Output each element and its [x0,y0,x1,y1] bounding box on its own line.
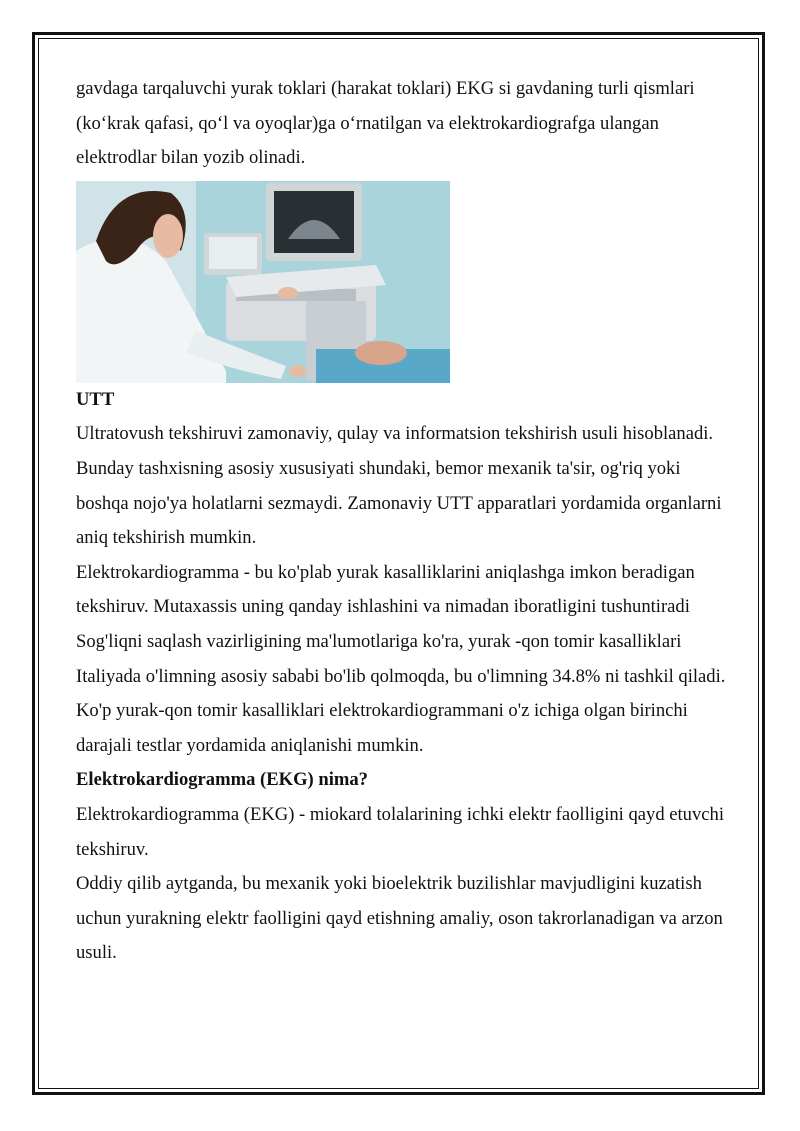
utt-paragraph-2: Elektrokardiogramma - bu ko'plab yurak kasalliklarini aniqlashga imkon beradigan tekshiruv. Mutaxassis uning qanday ishlashini va nimadan iboratligini tushuntiradi [76,561,695,618]
ekg-paragraph-1: Elektrokardiogramma (EKG) - miokard tolalarining ichki elektr faolligini qayd etuvchi tekshiruv. [76,803,724,860]
document-body [76,72,726,971]
ultrasound-exam-photo [76,181,450,383]
intro-paragraph: gavdaga tarqaluvchi yurak toklari (harakat toklari) EKG si gavdaning turli qismlari (ko‘krak qafasi, qo‘l va oyoqlar)ga o‘rnatilgan va elektrokardiografga ulangan elektrodlar bilan yozib olinadi. [76,78,695,169]
utt-heading: UTT [76,388,115,410]
ekg-heading: Elektrokardiogramma (EKG) nima? [76,769,368,791]
utt-paragraph-3: Sog'liqni saqlash vazirligining ma'lumotlariga ko'ra, yurak -qon tomir kasalliklari Italiyada o'limning asosiy sababi bo'lib qolmoqda, bu o'limning 34.8% ni tashkil qiladi. [76,630,726,687]
utt-paragraph-4: Ko'p yurak-qon tomir kasalliklari elektrokardiogrammani o'z ichiga olgan birinchi darajali testlar yordamida aniqlanishi mumkin. [76,700,688,756]
ekg-paragraph-2: Oddiy qilib aytganda, bu mexanik yoki bioelektrik buzilishlar mavjudligini kuzatish uchun yurakning elektr faolligini qayd etishning amaliy, oson takrorlanadigan va arzon usuli. [76,873,723,964]
utt-paragraph-1: Ultratovush tekshiruvi zamonaviy, qulay va informatsion tekshirish usuli hisoblanadi. Bunday tashxisning asosiy xususiyati shundaki, bemor mexanik ta'sir, og'riq yoki boshqa nojo'ya holatlarni sezmaydi. Zamonaviy UTT apparatlari yordamida organlarni aniq tekshirish mumkin. [76,423,722,549]
